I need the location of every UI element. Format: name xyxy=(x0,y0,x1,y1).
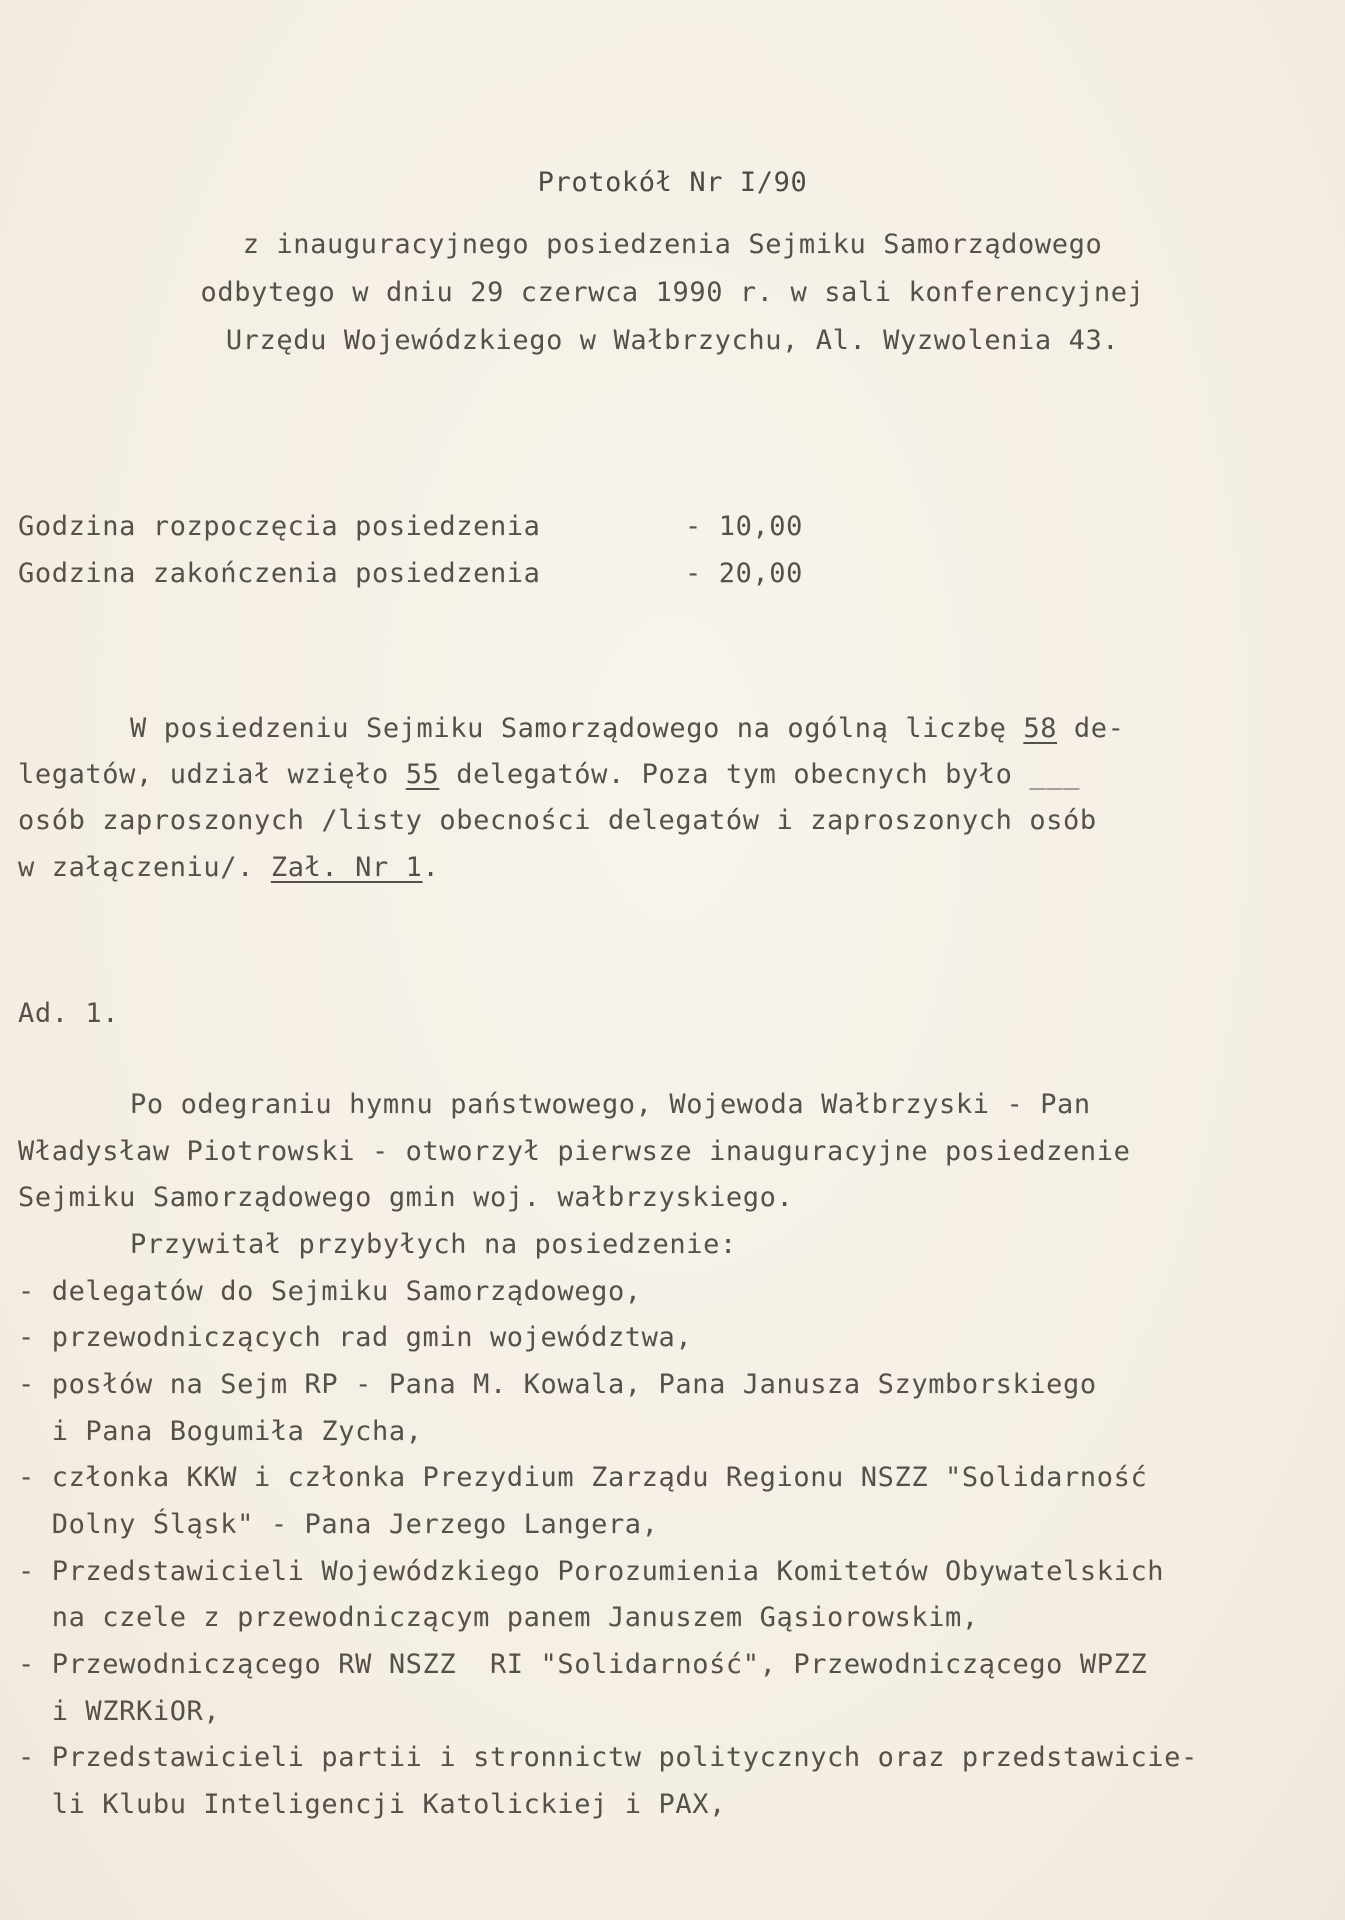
attendance-text: de- xyxy=(1057,713,1125,744)
attendance-text: legatów, udział wzięło xyxy=(18,759,406,790)
list-item-continuation: i Pana Bogumiła Zycha, xyxy=(18,1416,423,1447)
total-delegates: 58 xyxy=(1023,713,1058,744)
list-item-continuation: Dolny Śląsk" - Pana Jerzego Langera, xyxy=(18,1509,659,1540)
attendance-text: . xyxy=(422,852,440,883)
attachment-reference: Zał. Nr 1 xyxy=(270,852,423,883)
section-heading: Ad. 1. xyxy=(18,998,120,1029)
attendance-text: delegatów. Poza tym obecnych było xyxy=(439,759,1030,790)
start-time-label: Godzina rozpoczęcia posiedzenia xyxy=(18,511,541,542)
list-item: - przewodniczących rad gmin województwa, xyxy=(18,1322,693,1353)
list-item-continuation: na czele z przewodniczącym panem Januszem Gąsiorowskim, xyxy=(18,1602,979,1633)
subtitle-line-2: odbytego w dniu 29 czerwca 1990 r. w sali konferencyjnej xyxy=(200,277,1145,308)
attendance-text: w załączeniu/. xyxy=(18,852,271,883)
list-item: - członka KKW i członka Prezydium Zarządu Regionu NSZZ "Solidarność xyxy=(18,1462,1148,1493)
list-item: - Przedstawicieli partii i stronnictw politycznych oraz przedstawicie- xyxy=(18,1742,1198,1773)
end-time-label: Godzina zakończenia posiedzenia xyxy=(18,558,541,589)
invited-blank: ___ xyxy=(1029,759,1080,790)
list-item: - Przedstawicieli Wojewódzkiego Porozumienia Komitetów Obywatelskich xyxy=(18,1556,1165,1587)
list-item: - delegatów do Sejmiku Samorządowego, xyxy=(18,1276,642,1307)
attendance-text: W posiedzeniu Sejmiku Samorządowego na ogólną liczbę xyxy=(130,713,1024,744)
attendance-line-1 xyxy=(130,712,1124,746)
present-delegates: 55 xyxy=(405,759,440,790)
start-time-value: - 10,00 xyxy=(685,511,803,542)
body-line: Sejmiku Samorządowego gmin woj. wałbrzyskiego. xyxy=(18,1182,794,1213)
end-time-value: - 20,00 xyxy=(685,558,803,589)
list-item: - posłów na Sejm RP - Pana M. Kowala, Pana Janusza Szymborskiego xyxy=(18,1369,1097,1400)
list-item: - Przewodniczącego RW NSZZ RI "Solidarność", Przewodniczącego WPZZ xyxy=(18,1649,1148,1680)
body-line: Władysław Piotrowski - otworzył pierwsze inauguracyjne posiedzenie xyxy=(18,1136,1131,1167)
attendance-line-4 xyxy=(18,851,439,885)
subtitle-line-1: z inauguracyjnego posiedzenia Sejmiku Samorządowego xyxy=(242,229,1103,260)
list-item-continuation: i WZRKiOR, xyxy=(18,1696,221,1727)
attendance-line-3: osób zaproszonych /listy obecności delegatów i zaproszonych osób xyxy=(18,805,1097,836)
document-title: Protokół Nr I/90 xyxy=(537,167,808,198)
subtitle-line-3: Urzędu Wojewódzkiego w Wałbrzychu, Al. Wyzwolenia 43. xyxy=(225,325,1120,356)
attendance-line-2 xyxy=(18,758,1080,792)
body-line: Przywitał przybyłych na posiedzenie: xyxy=(130,1229,737,1260)
list-item-continuation: li Klubu Inteligencji Katolickiej i PAX, xyxy=(18,1789,726,1820)
body-line: Po odegraniu hymnu państwowego, Wojewoda Wałbrzyski - Pan xyxy=(130,1089,1091,1120)
